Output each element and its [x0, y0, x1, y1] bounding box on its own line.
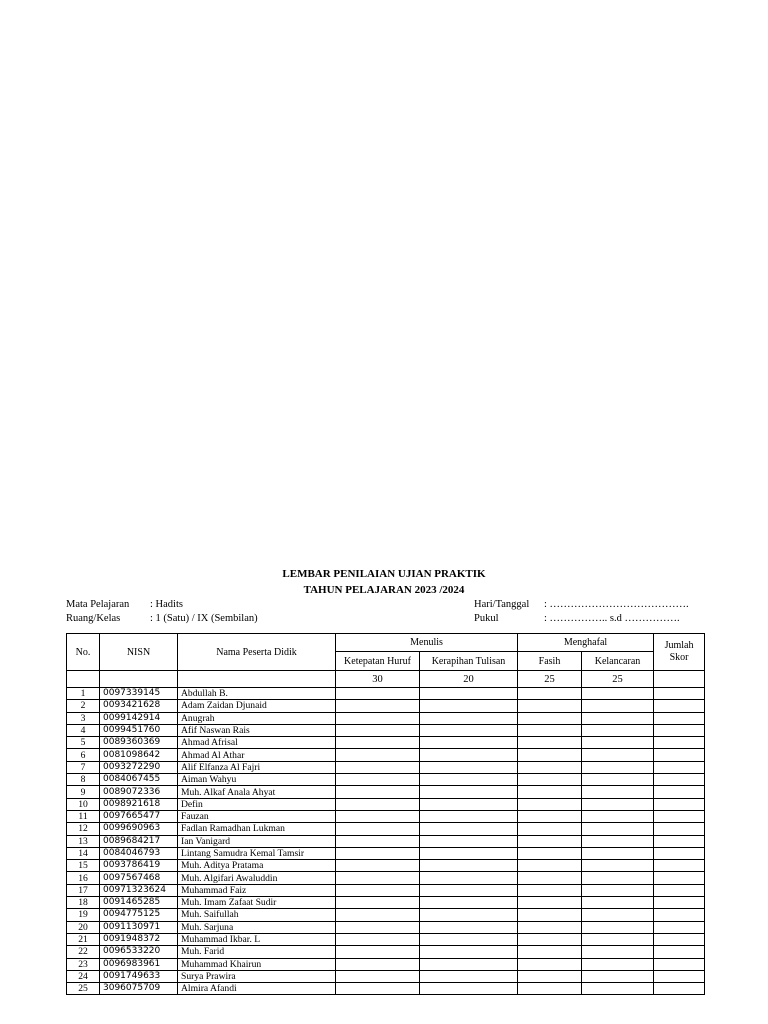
score-kelancaran-cell	[582, 724, 654, 736]
score-fasih-cell	[518, 958, 582, 970]
max-score-fasih: 25	[518, 671, 582, 688]
score-ketepatan-cell	[336, 946, 420, 958]
score-kelancaran-cell	[582, 810, 654, 822]
score-ketepatan-cell	[336, 970, 420, 982]
score-ketepatan-cell	[336, 712, 420, 724]
header-nisn: NISN	[100, 634, 178, 671]
score-fasih-cell	[518, 946, 582, 958]
score-jumlah-cell	[654, 749, 705, 761]
score-jumlah-cell	[654, 761, 705, 773]
score-ketepatan-cell	[336, 909, 420, 921]
row-nama: Muh. Sarjuna	[178, 921, 336, 933]
row-nama: Fauzan	[178, 810, 336, 822]
score-jumlah-cell	[654, 774, 705, 786]
score-fasih-cell	[518, 835, 582, 847]
score-jumlah-cell	[654, 983, 705, 995]
max-score-kerapihan: 20	[420, 671, 518, 688]
score-kelancaran-cell	[582, 933, 654, 945]
score-kerapihan-cell	[420, 970, 518, 982]
score-ketepatan-cell	[336, 798, 420, 810]
table-row	[67, 810, 705, 822]
row-nisn: 0097665477	[100, 810, 178, 822]
header-menulis: Menulis	[336, 634, 518, 652]
score-kelancaran-cell	[582, 909, 654, 921]
row-nisn: 0099451760	[100, 724, 178, 736]
table-row	[67, 884, 705, 896]
row-nisn: 0091465285	[100, 897, 178, 909]
header-blank-jumlah	[654, 671, 705, 688]
score-fasih-cell	[518, 847, 582, 859]
score-jumlah-cell	[654, 688, 705, 700]
score-kelancaran-cell	[582, 786, 654, 798]
score-kerapihan-cell	[420, 749, 518, 761]
score-ketepatan-cell	[336, 810, 420, 822]
row-nama: Defin	[178, 798, 336, 810]
row-number: 14	[67, 847, 100, 859]
score-jumlah-cell	[654, 847, 705, 859]
row-nisn: 0094775125	[100, 909, 178, 921]
score-kerapihan-cell	[420, 872, 518, 884]
row-nama: Ahmad Afrisal	[178, 737, 336, 749]
score-fasih-cell	[518, 909, 582, 921]
score-ketepatan-cell	[336, 761, 420, 773]
row-number: 16	[67, 872, 100, 884]
score-ketepatan-cell	[336, 724, 420, 736]
score-jumlah-cell	[654, 909, 705, 921]
score-jumlah-cell	[654, 786, 705, 798]
table-row	[67, 933, 705, 945]
score-ketepatan-cell	[336, 700, 420, 712]
header-jumlah-skor: Jumlah Skor	[654, 634, 705, 671]
row-nisn: 0093421628	[100, 700, 178, 712]
table-row	[67, 872, 705, 884]
row-nisn: 0093786419	[100, 860, 178, 872]
assessment-table	[66, 633, 705, 995]
score-jumlah-cell	[654, 798, 705, 810]
score-kelancaran-cell	[582, 983, 654, 995]
score-fasih-cell	[518, 897, 582, 909]
row-nisn: 0089684217	[100, 835, 178, 847]
score-fasih-cell	[518, 983, 582, 995]
row-nama: Abdullah B.	[178, 688, 336, 700]
score-ketepatan-cell	[336, 835, 420, 847]
row-nama: Alif Elfanza Al Fajri	[178, 761, 336, 773]
row-nisn: 0098921618	[100, 798, 178, 810]
table-row	[67, 835, 705, 847]
score-fasih-cell	[518, 810, 582, 822]
header-no: No.	[67, 634, 100, 671]
row-nisn: 0084067455	[100, 774, 178, 786]
row-number: 25	[67, 983, 100, 995]
score-kerapihan-cell	[420, 810, 518, 822]
row-nama: Anugrah	[178, 712, 336, 724]
score-fasih-cell	[518, 700, 582, 712]
score-kelancaran-cell	[582, 897, 654, 909]
mata-pelajaran-value: : Hadits	[150, 599, 183, 610]
score-jumlah-cell	[654, 884, 705, 896]
score-kelancaran-cell	[582, 737, 654, 749]
row-nisn: 0089072336	[100, 786, 178, 798]
table-row	[67, 983, 705, 995]
score-jumlah-cell	[654, 700, 705, 712]
row-nisn: 0091749633	[100, 970, 178, 982]
score-kelancaran-cell	[582, 872, 654, 884]
table-row	[67, 737, 705, 749]
row-number: 17	[67, 884, 100, 896]
score-jumlah-cell	[654, 958, 705, 970]
table-row	[67, 946, 705, 958]
score-kerapihan-cell	[420, 884, 518, 896]
score-kerapihan-cell	[420, 835, 518, 847]
row-number: 19	[67, 909, 100, 921]
score-kelancaran-cell	[582, 823, 654, 835]
row-nama: Muh. Aditya Pratama	[178, 860, 336, 872]
score-kelancaran-cell	[582, 958, 654, 970]
table-row	[67, 774, 705, 786]
row-nisn: 0097567468	[100, 872, 178, 884]
score-fasih-cell	[518, 823, 582, 835]
row-nama: Muhammad Faiz	[178, 884, 336, 896]
row-number: 1	[67, 688, 100, 700]
score-ketepatan-cell	[336, 897, 420, 909]
row-nisn: 0089360369	[100, 737, 178, 749]
score-kerapihan-cell	[420, 958, 518, 970]
score-kelancaran-cell	[582, 688, 654, 700]
max-score-kelancaran: 25	[582, 671, 654, 688]
header-blank-nisn	[100, 671, 178, 688]
row-nama: Adam Zaidan Djunaid	[178, 700, 336, 712]
score-kerapihan-cell	[420, 983, 518, 995]
table-row	[67, 823, 705, 835]
score-jumlah-cell	[654, 933, 705, 945]
row-number: 2	[67, 700, 100, 712]
score-ketepatan-cell	[336, 933, 420, 945]
table-row	[67, 958, 705, 970]
table-row	[67, 860, 705, 872]
score-fasih-cell	[518, 933, 582, 945]
table-row	[67, 798, 705, 810]
score-fasih-cell	[518, 712, 582, 724]
row-nama: Muhammad Khairun	[178, 958, 336, 970]
score-kelancaran-cell	[582, 774, 654, 786]
header-fasih: Fasih	[518, 652, 582, 671]
score-kelancaran-cell	[582, 946, 654, 958]
score-kerapihan-cell	[420, 933, 518, 945]
row-number: 7	[67, 761, 100, 773]
row-nisn: 0097339145	[100, 688, 178, 700]
row-number: 3	[67, 712, 100, 724]
score-fasih-cell	[518, 921, 582, 933]
row-nisn: 0093272290	[100, 761, 178, 773]
score-fasih-cell	[518, 872, 582, 884]
table-row	[67, 761, 705, 773]
score-fasih-cell	[518, 724, 582, 736]
row-nama: Surya Prawira	[178, 970, 336, 982]
document-title: LEMBAR PENILAIAN UJIAN PRAKTIK	[282, 568, 486, 580]
score-kerapihan-cell	[420, 700, 518, 712]
row-nama: Fadlan Ramadhan Lukman	[178, 823, 336, 835]
pukul-value: : …………….. s.d …………….	[544, 613, 680, 624]
score-jumlah-cell	[654, 712, 705, 724]
table-row	[67, 921, 705, 933]
row-number: 10	[67, 798, 100, 810]
row-nama: Ahmad Al Athar	[178, 749, 336, 761]
row-nisn: 0091948372	[100, 933, 178, 945]
score-kerapihan-cell	[420, 823, 518, 835]
score-ketepatan-cell	[336, 872, 420, 884]
row-nama: Afif Naswan Rais	[178, 724, 336, 736]
score-kerapihan-cell	[420, 921, 518, 933]
max-score-ketepatan: 30	[336, 671, 420, 688]
score-kerapihan-cell	[420, 774, 518, 786]
score-ketepatan-cell	[336, 786, 420, 798]
row-nama: Muh. Farid	[178, 946, 336, 958]
mata-pelajaran-label: Mata Pelajaran	[66, 599, 130, 610]
hari-tanggal-label: Hari/Tanggal	[474, 599, 530, 610]
score-fasih-cell	[518, 761, 582, 773]
score-kerapihan-cell	[420, 688, 518, 700]
score-jumlah-cell	[654, 823, 705, 835]
row-nama: Muh. Alkaf Anala Ahyat	[178, 786, 336, 798]
score-fasih-cell	[518, 749, 582, 761]
row-nisn: 3096075709	[100, 983, 178, 995]
ruang-kelas-value: : 1 (Satu) / IX (Sembilan)	[150, 613, 258, 624]
score-fasih-cell	[518, 970, 582, 982]
header-ketepatan-huruf: Ketepatan Huruf	[336, 652, 420, 671]
row-nama: Muh. Imam Zafaat Sudir	[178, 897, 336, 909]
row-nisn: 0096983961	[100, 958, 178, 970]
score-kelancaran-cell	[582, 921, 654, 933]
score-ketepatan-cell	[336, 958, 420, 970]
score-jumlah-cell	[654, 835, 705, 847]
row-nama: Aiman Wahyu	[178, 774, 336, 786]
score-kelancaran-cell	[582, 712, 654, 724]
student-rows	[67, 688, 705, 995]
score-jumlah-cell	[654, 921, 705, 933]
row-number: 11	[67, 810, 100, 822]
ruang-kelas-label: Ruang/Kelas	[66, 613, 121, 624]
row-nisn: 0084046793	[100, 847, 178, 859]
score-kerapihan-cell	[420, 761, 518, 773]
score-kelancaran-cell	[582, 884, 654, 896]
score-kelancaran-cell	[582, 860, 654, 872]
score-kelancaran-cell	[582, 847, 654, 859]
row-number: 4	[67, 724, 100, 736]
score-kerapihan-cell	[420, 724, 518, 736]
table-row	[67, 897, 705, 909]
row-number: 13	[67, 835, 100, 847]
score-kelancaran-cell	[582, 835, 654, 847]
score-ketepatan-cell	[336, 688, 420, 700]
table-row	[67, 700, 705, 712]
score-kerapihan-cell	[420, 909, 518, 921]
score-kerapihan-cell	[420, 712, 518, 724]
score-kelancaran-cell	[582, 970, 654, 982]
score-kerapihan-cell	[420, 786, 518, 798]
score-fasih-cell	[518, 860, 582, 872]
row-number: 15	[67, 860, 100, 872]
row-number: 22	[67, 946, 100, 958]
score-ketepatan-cell	[336, 774, 420, 786]
score-kerapihan-cell	[420, 946, 518, 958]
table-row	[67, 712, 705, 724]
score-kelancaran-cell	[582, 798, 654, 810]
row-nisn: 00971323624	[100, 884, 178, 896]
table-row	[67, 724, 705, 736]
score-fasih-cell	[518, 786, 582, 798]
score-fasih-cell	[518, 798, 582, 810]
score-kerapihan-cell	[420, 897, 518, 909]
score-kerapihan-cell	[420, 847, 518, 859]
score-jumlah-cell	[654, 724, 705, 736]
header-blank-nama	[178, 671, 336, 688]
score-jumlah-cell	[654, 897, 705, 909]
score-jumlah-cell	[654, 946, 705, 958]
row-number: 23	[67, 958, 100, 970]
row-number: 9	[67, 786, 100, 798]
score-kerapihan-cell	[420, 860, 518, 872]
score-jumlah-cell	[654, 810, 705, 822]
table-row	[67, 688, 705, 700]
row-nisn: 0091130971	[100, 921, 178, 933]
row-number: 18	[67, 897, 100, 909]
row-number: 8	[67, 774, 100, 786]
document-subtitle: TAHUN PELAJARAN 2023 /2024	[303, 584, 465, 596]
table-row	[67, 749, 705, 761]
score-ketepatan-cell	[336, 921, 420, 933]
row-nisn: 0099690963	[100, 823, 178, 835]
header-kelancaran: Kelancaran	[582, 652, 654, 671]
hari-tanggal-value: : ………………………………….	[544, 599, 689, 610]
score-jumlah-cell	[654, 970, 705, 982]
score-ketepatan-cell	[336, 884, 420, 896]
row-nama: Lintang Samudra Kemal Tamsir	[178, 847, 336, 859]
row-number: 21	[67, 933, 100, 945]
score-jumlah-cell	[654, 860, 705, 872]
row-nama: Almira Afandi	[178, 983, 336, 995]
score-ketepatan-cell	[336, 983, 420, 995]
row-nisn: 0099142914	[100, 712, 178, 724]
score-kelancaran-cell	[582, 700, 654, 712]
pukul-label: Pukul	[474, 613, 499, 624]
row-nama: Muhammad Ikbar. L	[178, 933, 336, 945]
score-fasih-cell	[518, 884, 582, 896]
header-nama: Nama Peserta Didik	[178, 634, 336, 671]
row-number: 6	[67, 749, 100, 761]
table-row	[67, 970, 705, 982]
score-kelancaran-cell	[582, 761, 654, 773]
header-kerapihan-tulisan: Kerapihan Tulisan	[420, 652, 518, 671]
row-number: 5	[67, 737, 100, 749]
score-jumlah-cell	[654, 737, 705, 749]
header-menghafal: Menghafal	[518, 634, 654, 652]
row-number: 24	[67, 970, 100, 982]
score-ketepatan-cell	[336, 749, 420, 761]
score-ketepatan-cell	[336, 847, 420, 859]
score-fasih-cell	[518, 774, 582, 786]
row-nama: Muh. Algifari Awaluddin	[178, 872, 336, 884]
score-fasih-cell	[518, 688, 582, 700]
score-fasih-cell	[518, 737, 582, 749]
row-number: 20	[67, 921, 100, 933]
score-ketepatan-cell	[336, 860, 420, 872]
row-number: 12	[67, 823, 100, 835]
score-kelancaran-cell	[582, 749, 654, 761]
row-nama: Ian Vanigard	[178, 835, 336, 847]
score-ketepatan-cell	[336, 823, 420, 835]
row-nisn: 0096533220	[100, 946, 178, 958]
score-kerapihan-cell	[420, 737, 518, 749]
table-row	[67, 909, 705, 921]
row-nama: Muh. Saifullah	[178, 909, 336, 921]
score-kerapihan-cell	[420, 798, 518, 810]
table-row	[67, 847, 705, 859]
table-row	[67, 786, 705, 798]
score-jumlah-cell	[654, 872, 705, 884]
header-blank-no	[67, 671, 100, 688]
score-ketepatan-cell	[336, 737, 420, 749]
row-nisn: 0081098642	[100, 749, 178, 761]
